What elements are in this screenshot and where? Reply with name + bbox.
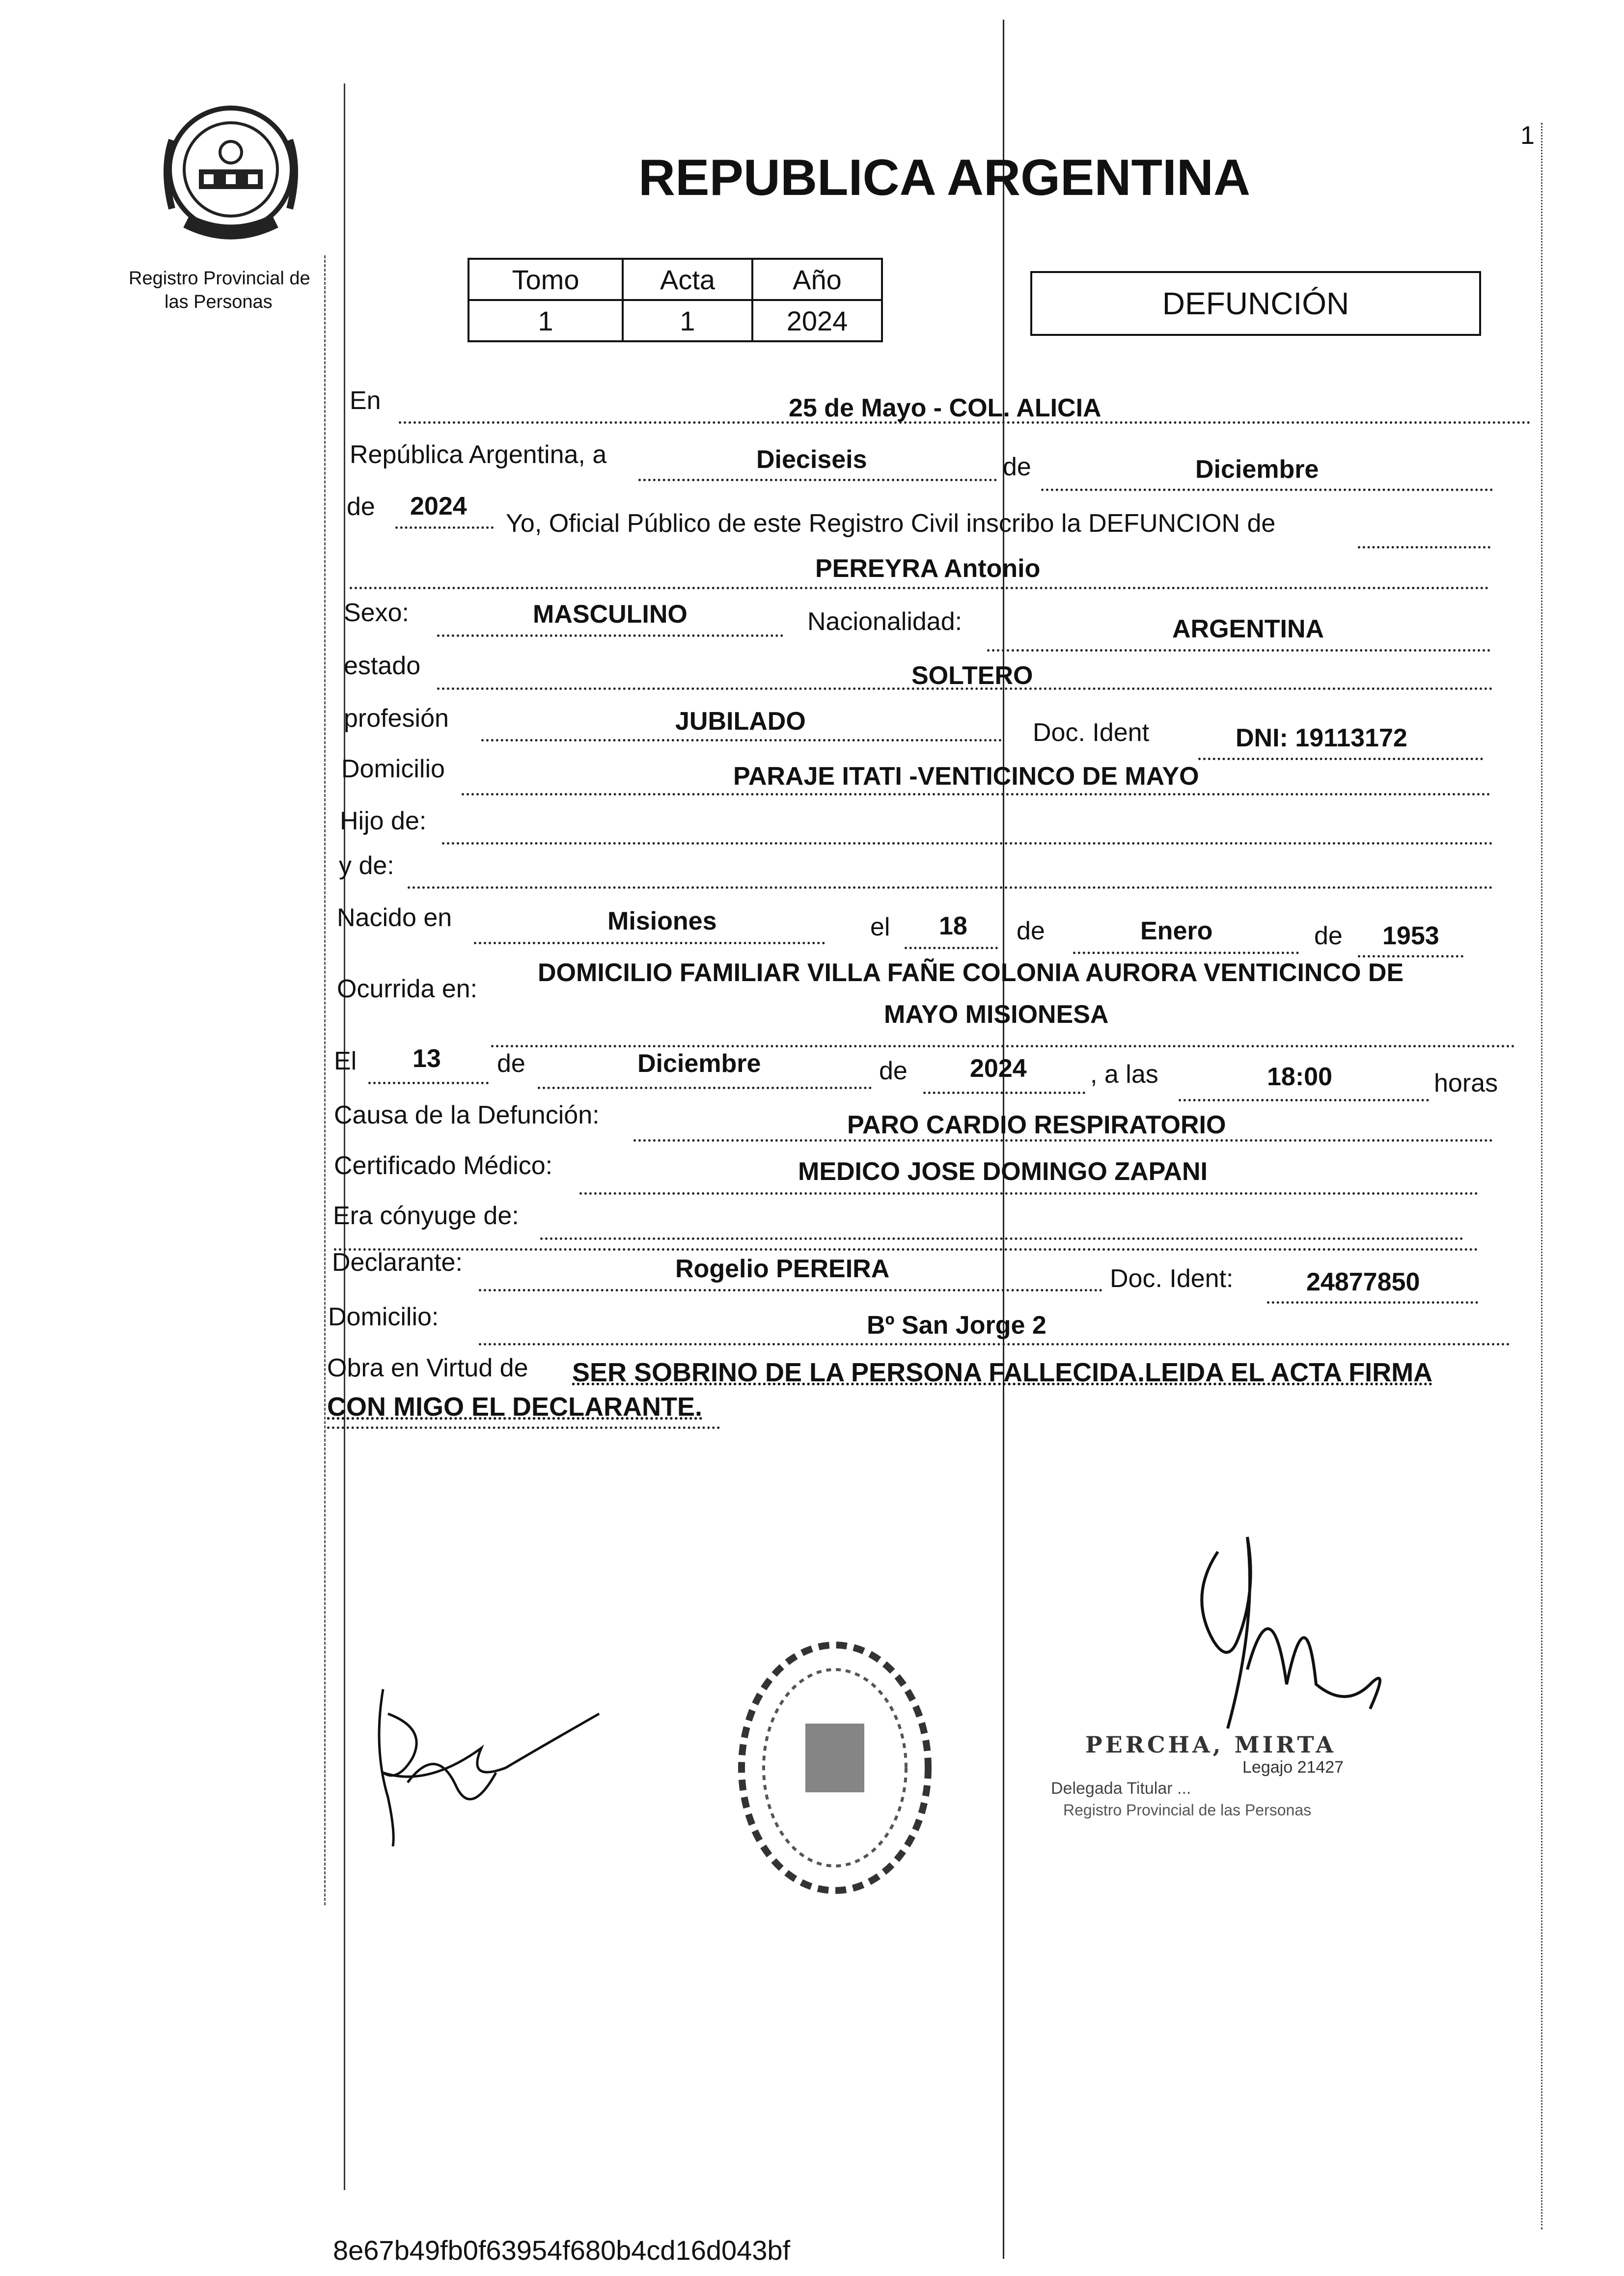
tomo-header: Tomo (468, 259, 623, 300)
ocurrida-line1-value: DOMICILIO FAMILIAR VILLA FAÑE COLONIA AURORA VENTICINCO DE (538, 959, 1404, 987)
death-time-dotted-line (1179, 1099, 1429, 1101)
document-hash: 8e67b49fb0f63954f680b4cd16d043bf (333, 2235, 791, 2266)
ocurrida-dotted-line (491, 1045, 1515, 1047)
doc-ident2-dotted-line (1267, 1301, 1478, 1304)
birth-month-value: Enero (1140, 917, 1213, 945)
obra-line2-value: CON MIGO EL DECLARANTE. (327, 1392, 703, 1422)
el-label: el (870, 913, 890, 941)
death-day-dotted-line (368, 1082, 489, 1084)
a-las-label: , a las (1090, 1060, 1158, 1089)
ocurrida-line2-value: MAYO MISIONESA (884, 1000, 1109, 1029)
doc-ident-dotted-line (1198, 758, 1483, 760)
de-label-2: de (347, 493, 375, 521)
en-label: En (350, 386, 381, 415)
republica-label: República Argentina, a (350, 440, 607, 469)
official-role-stamp: Delegada Titular ... (1051, 1779, 1191, 1798)
deceased-name-dotted-line (350, 587, 1489, 589)
registry-name-line1: Registro Provincial de (129, 268, 310, 289)
record-type-label: DEFUNCIÓN (1162, 286, 1349, 321)
document-title: REPUBLICA ARGENTINA (638, 149, 1251, 206)
de-label-3: de (1017, 917, 1045, 945)
doc-ident-value: DNI: 19113172 (1236, 724, 1407, 752)
year-dotted-line (395, 526, 494, 529)
acta-value: 1 (623, 300, 752, 341)
month-value: Diciembre (1195, 455, 1319, 484)
obra-dotted-line-end (327, 1426, 720, 1429)
y-de-label: y de: (339, 851, 394, 880)
declarante-label: Declarante: (332, 1248, 463, 1277)
nacido-en-label: Nacido en (337, 904, 452, 932)
death-day-value: 13 (413, 1044, 441, 1073)
domicilio2-value: Bº San Jorge 2 (867, 1311, 1046, 1340)
domicilio-value: PARAJE ITATI -VENTICINCO DE MAYO (733, 762, 1199, 791)
birth-month-dotted-line (1073, 952, 1299, 954)
declarant-signature (354, 1670, 609, 1856)
sexo-value: MASCULINO (533, 600, 688, 629)
domicilio2-label: Domicilio: (328, 1303, 439, 1331)
ocurrida-en-label: Ocurrida en: (337, 975, 478, 1003)
doc-ident2-value: 24877850 (1306, 1268, 1420, 1296)
death-year-value: 2024 (970, 1054, 1027, 1083)
domicilio-dotted-line (462, 793, 1490, 795)
sexo-dotted-line (437, 634, 783, 637)
nacionalidad-value: ARGENTINA (1172, 615, 1324, 643)
el-cap-label: El (334, 1047, 357, 1075)
birth-year-value: 1953 (1382, 922, 1439, 950)
acta-header: Acta (623, 259, 752, 300)
death-month-value: Diciembre (637, 1049, 761, 1078)
certificado-value: MEDICO JOSE DOMINGO ZAPANI (798, 1157, 1208, 1186)
obra-line1-value: SER SOBRINO DE LA PERSONA FALLECIDA.LEIDA EL ACTA FIRMA (572, 1358, 1433, 1387)
place-value: 25 de Mayo - COL. ALICIA (789, 394, 1101, 422)
conyuge-label: Era cónyuge de: (333, 1202, 519, 1230)
deceased-name-value: PEREYRA Antonio (815, 554, 1041, 583)
de-label-4: de (1314, 922, 1343, 950)
registry-name-line2: las Personas (165, 292, 273, 312)
death-time-value: 18:00 (1267, 1063, 1332, 1091)
left-inner-margin-line (324, 255, 326, 1905)
profesion-label: profesión (344, 704, 449, 733)
doc-ident-label: Doc. Ident (1033, 718, 1150, 747)
de-label-6: de (879, 1057, 908, 1085)
estado-label: estado (344, 652, 421, 680)
right-margin-line (1541, 123, 1542, 2229)
sexo-label: Sexo: (344, 599, 409, 627)
profesion-dotted-line (481, 739, 1002, 741)
domicilio2-dotted-line (479, 1343, 1510, 1345)
de-label-5: de (497, 1049, 525, 1078)
nacido-en-dotted-line (474, 942, 825, 944)
nacionalidad-dotted-line (987, 649, 1490, 652)
left-margin-line (344, 83, 345, 2190)
causa-label: Causa de la Defunción: (334, 1101, 600, 1129)
oficial-text: Yo, Oficial Público de este Registro Civil inscribo la DEFUNCION de (506, 509, 1276, 538)
estado-value: SOLTERO (911, 661, 1033, 690)
official-seal-stamp (722, 1630, 948, 1905)
causa-value: PARO CARDIO RESPIRATORIO (847, 1111, 1226, 1139)
birth-day-dotted-line (905, 947, 998, 949)
ano-value: 2024 (752, 300, 882, 341)
nacido-en-value: Misiones (607, 907, 717, 935)
conyuge-dotted-line (540, 1237, 1463, 1240)
declarante-dotted-line (479, 1289, 1102, 1291)
doc-ident2-label: Doc. Ident: (1110, 1264, 1234, 1293)
nacionalidad-label: Nacionalidad: (807, 607, 963, 636)
de-label-1: de (1003, 453, 1031, 481)
birth-day-value: 18 (939, 912, 967, 940)
death-year-dotted-line (923, 1092, 1085, 1094)
page-number: 1 (1520, 121, 1535, 150)
certificado-label: Certificado Médico: (334, 1152, 553, 1180)
day-words-dotted-line (638, 479, 997, 481)
horas-label: horas (1434, 1069, 1498, 1097)
misiones-coat-of-arms-logo (157, 96, 304, 248)
hijo-de-label: Hijo de: (340, 807, 427, 835)
birth-year-dotted-line (1358, 955, 1463, 958)
tomo-acta-ano-table (468, 258, 883, 342)
official-legajo-stamp: Legajo 21427 (1242, 1758, 1344, 1777)
death-month-dotted-line (538, 1087, 872, 1089)
official-registry-stamp: Registro Provincial de las Personas (1063, 1801, 1312, 1819)
month-dotted-line (1041, 489, 1493, 491)
declarante-value: Rogelio PEREIRA (675, 1255, 890, 1283)
y-de-dotted-line (408, 886, 1493, 889)
tomo-value: 1 (468, 300, 623, 341)
official-signature (1159, 1522, 1434, 1768)
hijo-de-dotted-line (442, 842, 1493, 845)
day-words-value: Dieciseis (756, 445, 867, 474)
oficial-trailing-dotted-line (1358, 546, 1490, 548)
causa-dotted-line (633, 1139, 1493, 1142)
record-type-box (1030, 271, 1481, 336)
profesion-value: JUBILADO (675, 707, 806, 736)
declarante-dotted-line-top (334, 1248, 1478, 1251)
obra-label: Obra en Virtud de (327, 1354, 528, 1382)
year-value: 2024 (410, 492, 467, 521)
ano-header: Año (752, 259, 882, 300)
official-name-stamp: PERCHA, MIRTA (1085, 1731, 1336, 1758)
domicilio-label: Domicilio (341, 755, 445, 783)
certificado-dotted-line (579, 1192, 1478, 1195)
